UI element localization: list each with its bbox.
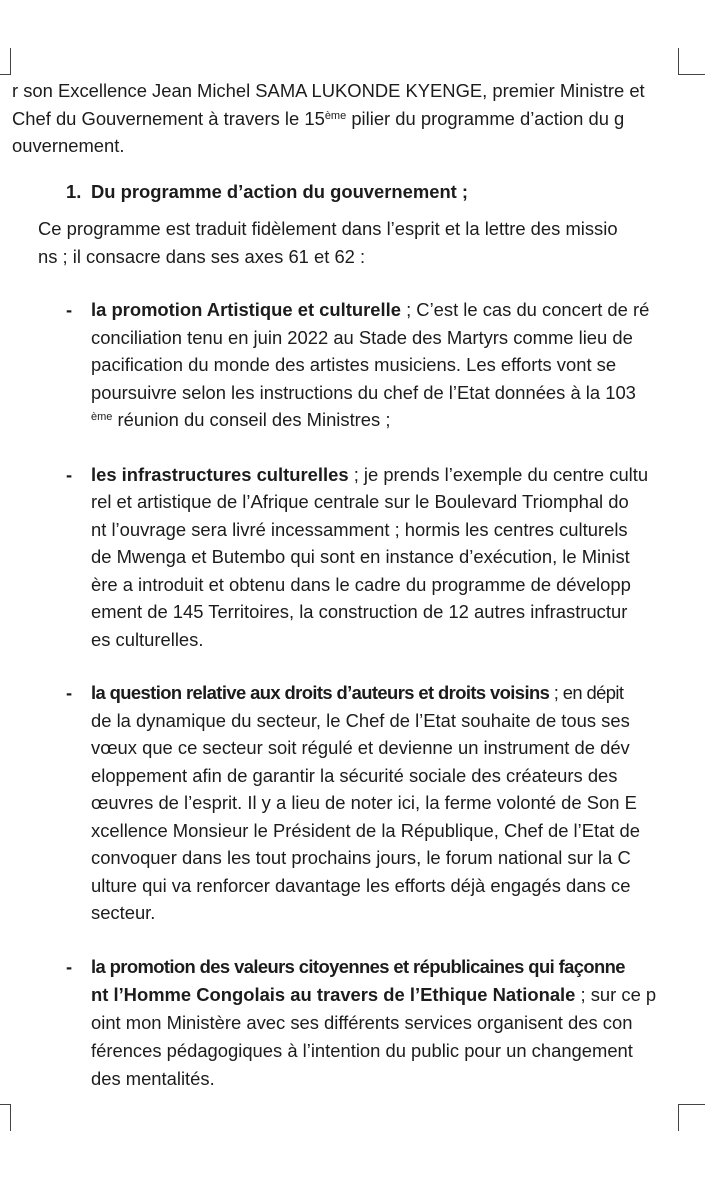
text-line: pacification du monde des artistes musiciens. Les efforts vont se: [91, 354, 617, 375]
text-line: secteur.: [91, 902, 156, 923]
text-line: de Mwenga et Butembo qui sont en instance d’exécution, le Minist: [91, 546, 630, 567]
heading-number: 1.: [66, 180, 82, 202]
text-line: nt l’ouvrage sera livré incessamment ; hormis les centres culturels: [91, 518, 628, 540]
text-line: la promotion Artistique et culturelle ; C’est le cas du concert de ré: [91, 299, 650, 320]
text-line: de la dynamique du secteur, le Chef de l’Etat souhaite de tous ses: [91, 709, 630, 731]
text-line: xcellence Monsieur le Président de la République, Chef de l’Etat de: [91, 819, 640, 841]
text-line: conciliation tenu en juin 2022 au Stade des Martyrs comme lieu de: [91, 326, 633, 348]
intro-paragraph: [12, 77, 680, 160]
bullet-dash: -: [66, 463, 73, 485]
text-line: eloppement afin de garantir la sécurité sociale des créateurs des: [91, 764, 618, 786]
text-line: r son Excellence Jean Michel SAMA LUKONDE KYENGE, premier Ministre et: [12, 80, 645, 101]
bullet-item-cultural-infrastructure: [66, 461, 680, 654]
section-heading: [66, 178, 680, 206]
bullet-item-civic-values: [66, 953, 680, 1093]
text-line: vœux que ce secteur soit régulé et devienne un instrument de dév: [91, 737, 630, 758]
text-line: œuvres de l’esprit. Il y a lieu de noter ici, la ferme volonté de Son E: [91, 792, 637, 813]
bullet-item-copyright: [66, 679, 680, 927]
text-line: des mentalités.: [91, 1067, 215, 1089]
text-line: ouvernement.: [12, 135, 125, 156]
text-line: oint mon Ministère avec ses différents services organisent des con: [91, 1011, 633, 1033]
bullet-dash: -: [66, 299, 73, 320]
text-line: Chef du Gouvernement à travers le 15ème pilier du programme d’action du g: [12, 107, 625, 129]
bullet-item-artistic-promotion: [66, 296, 680, 434]
text-line: poursuivre selon les instructions du chef de l’Etat données à la 103: [91, 381, 636, 403]
text-line: la question relative aux droits d’auteurs et droits voisins ; en dépit: [91, 682, 624, 703]
text-line: nt l’Homme Congolais au travers de l’Ethique Nationale ; sur ce p: [91, 983, 657, 1005]
crop-mark-top-left: [0, 48, 11, 75]
bullet-dash: -: [66, 682, 73, 703]
text-line: $^{ème}$ réunion du conseil des Ministres ;: [91, 409, 391, 430]
text-line: ement de 145 Territoires, la construction de 12 autres infrastructur: [91, 601, 628, 622]
text-line: Ce programme est traduit fidèlement dans l’esprit et la lettre des missio: [38, 218, 618, 239]
crop-mark-bottom-left: [0, 1104, 11, 1131]
text-line: ns ; il consacre dans ses axes 61 et 62 :: [38, 245, 366, 267]
heading-title: Du programme d’action du gouvernement ;: [91, 180, 469, 202]
text-line: ulture qui va renforcer davantage les efforts déjà engagés dans ce: [91, 874, 631, 896]
text-line: convoquer dans les tout prochains jours, le forum national sur la C: [91, 847, 631, 868]
crop-mark-bottom-right: [678, 1104, 705, 1131]
crop-mark-top-right: [678, 48, 705, 75]
program-paragraph: [38, 215, 680, 270]
text-line: es culturelles.: [91, 628, 204, 650]
text-line: ère a introduit et obtenu dans le cadre du programme de développ: [91, 573, 631, 595]
text-line: férences pédagogiques à l’intention du public pour un changement: [91, 1039, 633, 1061]
document-page: [12, 77, 680, 1093]
text-line: les infrastructures culturelles ; je prends l’exemple du centre cultu: [91, 463, 649, 485]
bullet-dash: -: [66, 955, 73, 977]
text-line: la promotion des valeurs citoyennes et républicaines qui façonne: [91, 955, 625, 977]
text-line: rel et artistique de l’Afrique centrale sur le Boulevard Triomphal do: [91, 491, 629, 512]
